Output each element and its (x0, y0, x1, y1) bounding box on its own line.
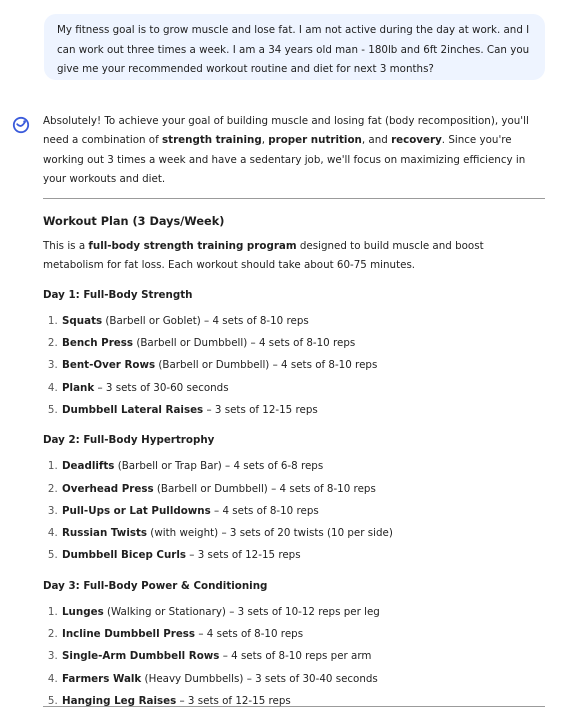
day-2-exercise-list (43, 455, 545, 566)
exercise-detail: – 3 sets of 12-15 reps (186, 549, 301, 562)
workout-plan-title: Workout Plan (3 Days/Week) (43, 215, 225, 229)
intro-bold-strength: strength training (162, 134, 262, 147)
exercise-list-item (61, 354, 545, 376)
exercise-name: Single-Arm Dumbbell Rows (62, 650, 220, 663)
exercise-name: Hanging Leg Raises (62, 694, 177, 707)
exercise-detail: – 3 sets of 30-60 seconds (94, 381, 229, 394)
intro-text: Absolutely! To achieve your goal of building muscle and losing fat (body recomposition), you'll need a combination of (43, 115, 529, 147)
exercise-detail: (Barbell or Dumbbell) – 4 sets of 8-10 reps (133, 337, 356, 350)
exercise-name: Squats (62, 314, 103, 327)
exercise-list-item (61, 332, 545, 354)
day-1-exercise-list (43, 310, 545, 421)
exercise-list-item (61, 310, 545, 332)
user-message-bubble (44, 14, 545, 80)
workout-plan-description (43, 237, 545, 276)
exercise-detail: (Barbell or Dumbbell) – 4 sets of 8-10 reps (153, 482, 376, 495)
day-3-exercise-list (43, 601, 545, 712)
exercise-name: Bench Press (62, 337, 134, 350)
exercise-list-item (61, 455, 545, 477)
exercise-name: Farmers Walk (62, 672, 142, 685)
exercise-detail: – 4 sets of 8-10 reps (195, 628, 304, 641)
user-message-text: My fitness goal is to grow muscle and lose fat. I am not active during the day at work. and I can work out three times a week. I am a 34 years old man - 180lb and 6ft 2inches. Can you give me your recommended workout routine and diet for next 3 months? (57, 24, 530, 75)
bottom-divider (43, 706, 545, 707)
exercise-list-item (61, 500, 545, 522)
exercise-list-item (61, 690, 545, 712)
exercise-detail: (with weight) – 3 sets of 20 twists (10 per side) (147, 527, 393, 540)
exercise-detail: (Barbell or Trap Bar) – 4 sets of 6-8 reps (114, 460, 324, 473)
exercise-detail: – 4 sets of 8-10 reps (210, 504, 319, 517)
exercise-detail: – 4 sets of 8-10 reps per arm (219, 650, 372, 663)
exercise-list-item (61, 645, 545, 667)
exercise-list-item (61, 522, 545, 544)
day-1-title: Day 1: Full-Body Strength (43, 288, 193, 301)
exercise-detail: – 3 sets of 12-15 reps (176, 694, 291, 707)
intro-text: , and (361, 134, 392, 147)
exercise-detail: (Walking or Stationary) – 3 sets of 10-12 reps per leg (103, 605, 380, 618)
desc-text: This is a (43, 240, 89, 253)
exercise-list-item (61, 668, 545, 690)
exercise-name: Plank (62, 381, 95, 394)
exercise-list-item (61, 623, 545, 645)
exercise-detail: (Barbell or Goblet) – 4 sets of 8-10 reps (102, 314, 309, 327)
day-2-title: Day 2: Full-Body Hypertrophy (43, 434, 215, 447)
assistant-response (43, 112, 545, 712)
exercise-name: Deadlifts (62, 460, 115, 473)
exercise-name: Incline Dumbbell Press (62, 628, 196, 641)
intro-paragraph (43, 112, 545, 189)
section-divider (43, 198, 545, 199)
exercise-detail: (Barbell or Dumbbell) – 4 sets of 8-10 reps (155, 359, 378, 372)
exercise-name: Bent-Over Rows (62, 359, 156, 372)
exercise-list-item (61, 478, 545, 500)
exercise-detail: – 3 sets of 12-15 reps (203, 403, 318, 416)
exercise-list-item (61, 399, 545, 421)
intro-text: , (261, 134, 269, 147)
desc-text: designed to build muscle and boost metabolism for fat loss. Each workout should take about 60-75 minutes. (43, 240, 484, 272)
exercise-name: Dumbbell Bicep Curls (62, 549, 187, 562)
day-3-title: Day 3: Full-Body Power & Conditioning (43, 579, 268, 592)
workout-days (43, 286, 545, 712)
exercise-name: Overhead Press (62, 482, 154, 495)
exercise-list-item (61, 544, 545, 566)
exercise-list-item (61, 601, 545, 623)
exercise-name: Russian Twists (62, 527, 148, 540)
exercise-name: Lunges (62, 605, 104, 618)
desc-bold: full-body strength training program (88, 240, 297, 253)
exercise-name: Dumbbell Lateral Raises (62, 403, 204, 416)
intro-bold-recovery: recovery (391, 134, 442, 147)
ai-assistant-icon (12, 116, 30, 134)
exercise-detail: (Heavy Dumbbells) – 3 sets of 30-40 seconds (141, 672, 378, 685)
intro-text: . Since you're working out 3 times a week and have a sedentary job, we'll focus on maximizing efficiency in your workouts and diet. (43, 134, 526, 185)
intro-bold-nutrition: proper nutrition (268, 134, 362, 147)
exercise-list-item (61, 377, 545, 399)
exercise-name: Pull-Ups or Lat Pulldowns (62, 504, 211, 517)
